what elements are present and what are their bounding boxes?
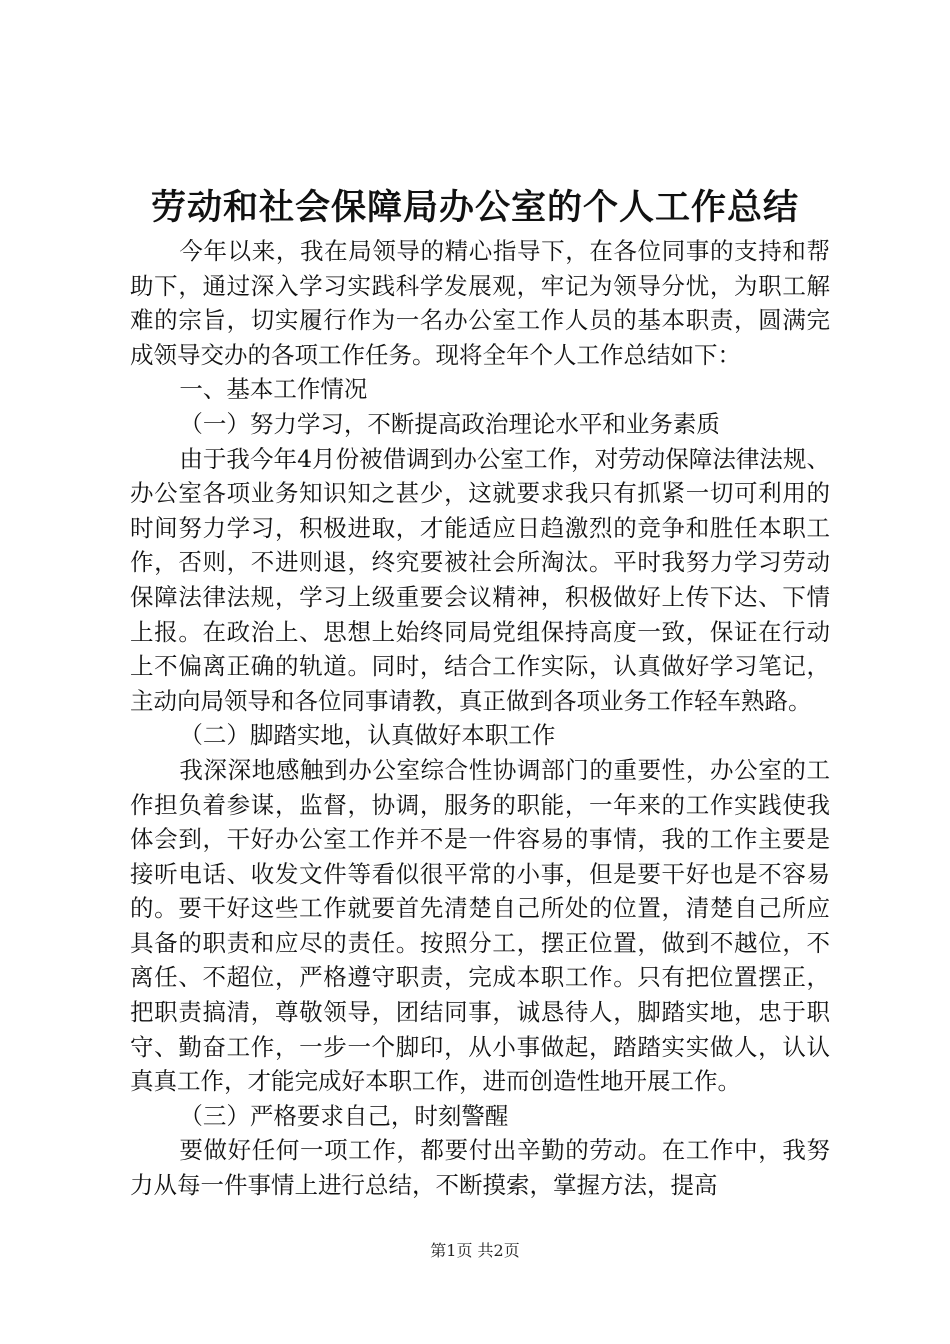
body-paragraph: 我深深地感触到办公室综合性协调部门的重要性，办公室的工作担负着参谋，监督，协调，服务的职能，一年来的工作实践使我体会到，干好办公室工作并不是一件容易的事情，我的工作主要是接听电话、收发文件等看似很平常的小事，但是要干好也是不容易的。要干好这些工作就要首先清楚自己所处的位置，清楚自己所应具备的职责和应尽的责任。按照分工，摆正位置，做到不越位，不离任、不超位，严格遵守职责，完成本职工作。只有把位置摆正，把职责搞清，尊敬领导，团结同事，诚恳待人，脚踏实地，忠于职守、勤奋工作，一步一个脚印，从小事做起，踏踏实实做人，认认真真工作，才能完成好本职工作，进而创造性地开展工作。 [130,755,830,1096]
subsection-heading: （二）脚踏实地，认真做好本职工作 [179,721,556,750]
subsection-heading: （一）努力学习，不断提高政治理论水平和业务素质 [179,409,720,438]
intro-paragraph: 今年以来，我在局领导的精心指导下，在各位同事的支持和帮助下，通过深入学习实践科学发展观，牢记为领导分忧，为职工解难的宗旨，切实履行作为一名办公室工作人员的基本职责，圆满完成领导交办的各项工作任务。现将全年个人工作总结如下： [130,237,830,369]
subsection-heading: （三）严格要求自己，时刻警醒 [179,1101,509,1130]
document-title: 劳动和社会保障局办公室的个人工作总结 [150,187,799,228]
section-heading: 一、基本工作情况 [179,375,368,404]
page-footer: 第1页 共2页 [430,1241,520,1260]
document-body [130,234,830,1203]
body-paragraph: 要做好任何一项工作，都要付出辛勤的劳动。在工作中，我努力从每一件事情上进行总结，不断摸索，掌握方法，提高 [130,1136,830,1200]
body-paragraph: 由于我今年4月份被借调到办公室工作，对劳动保障法律法规、办公室各项业务知识知之甚少，这就要求我只有抓紧一切可利用的时间努力学习，积极进取，才能适应日趋激烈的竞争和胜任本职工作，否则，不进则退，终究要被社会所淘汰。平时我努力学习劳动保障法律法规，学习上级重要会议精神，积极做好上传下达、下情上报。在政治上、思想上始终同局党组保持高度一致，保证在行动上不偏离正确的轨道。同时，结合工作实际，认真做好学习笔记，主动向局领导和各位同事请教，真正做到各项业务工作轻车熟路。 [130,444,830,715]
